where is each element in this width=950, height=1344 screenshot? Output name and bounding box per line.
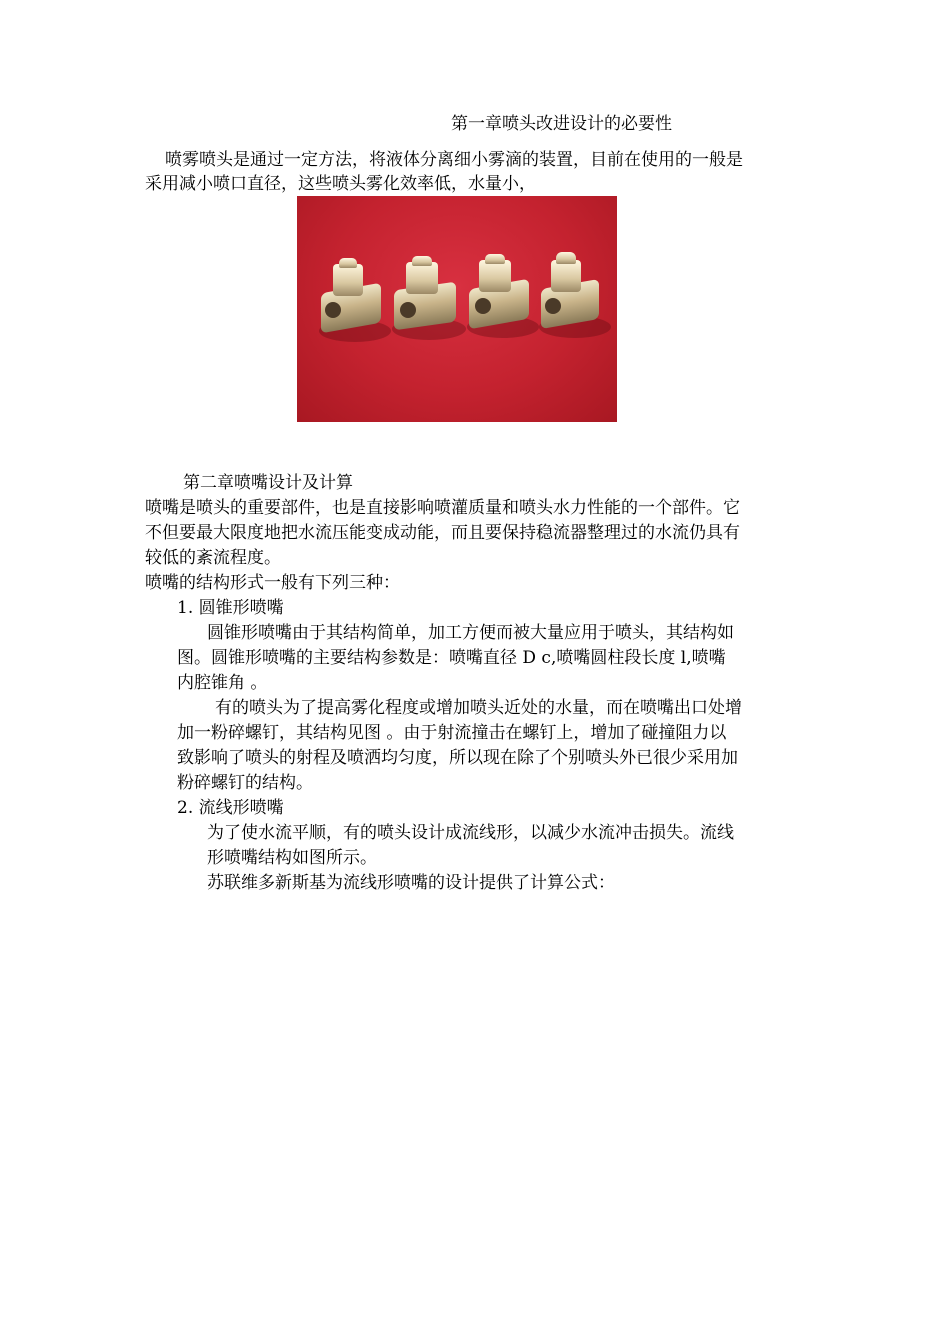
nozzle-2 [392, 256, 464, 346]
nozzle-3 [467, 254, 537, 344]
chapter1-para-line-2: 采用减小喷口直径，这些喷头雾化效率低，水量小， [145, 174, 536, 194]
chapter2-title: 第二章喷嘴设计及计算 [183, 473, 353, 493]
nozzle-4 [539, 252, 609, 344]
chapter2-intro-line-1: 喷嘴是喷头的重要部件，也是直接影响喷灌质量和喷头水力性能的一个部件。它 [145, 498, 740, 518]
chapter2-intro-line-2: 不但要最大限度地把水流压能变成动能，而且要保持稳流器整理过的水流仍具有 [145, 523, 740, 543]
item1-para-line-1: 圆锥形喷嘴由于其结构简单，加工方便而被大量应用于喷头，其结构如 [207, 623, 734, 643]
item1-para-line-3: 内腔锥角 。 [177, 673, 268, 693]
chapter1-title: 第一章喷头改进设计的必要性 [451, 114, 672, 134]
item1-para-line-2: 图。圆锥形喷嘴的主要结构参数是：喷嘴直径 D c,喷嘴圆柱段长度 l,喷嘴 [177, 648, 726, 668]
nozzle-photo [297, 196, 617, 422]
item2-para2: 苏联维多新斯基为流线形喷嘴的设计提供了计算公式： [207, 873, 615, 893]
item2-label: 2. 流线形喷嘴 [177, 798, 284, 818]
structure-intro: 喷嘴的结构形式一般有下列三种： [145, 573, 400, 593]
item1-para2-line-4: 粉碎螺钉的结构。 [177, 773, 313, 793]
item1-para2-line-3: 致影响了喷头的射程及喷洒均匀度，所以现在除了个别喷头外已很少采用加 [177, 748, 738, 768]
item2-para-line-2: 形喷嘴结构如图所示。 [207, 848, 377, 868]
chapter1-para-line-1: 喷雾喷头是通过一定方法，将液体分离细小雾滴的装置，目前在使用的一般是 [165, 150, 743, 170]
chapter2-intro-line-3: 较低的紊流程度。 [145, 548, 281, 568]
nozzle-1 [319, 258, 389, 348]
item1-para2-line-1: 有的喷头为了提高雾化程度或增加喷头近处的水量，而在喷嘴出口处增 [215, 698, 742, 718]
item1-para2-line-2: 加一粉碎螺钉，其结构见图 。由于射流撞击在螺钉上，增加了碰撞阻力以 [177, 723, 727, 743]
item2-para-line-1: 为了使水流平顺，有的喷头设计成流线形，以减少水流冲击损失。流线 [207, 823, 734, 843]
item1-label: 1. 圆锥形喷嘴 [177, 598, 284, 618]
